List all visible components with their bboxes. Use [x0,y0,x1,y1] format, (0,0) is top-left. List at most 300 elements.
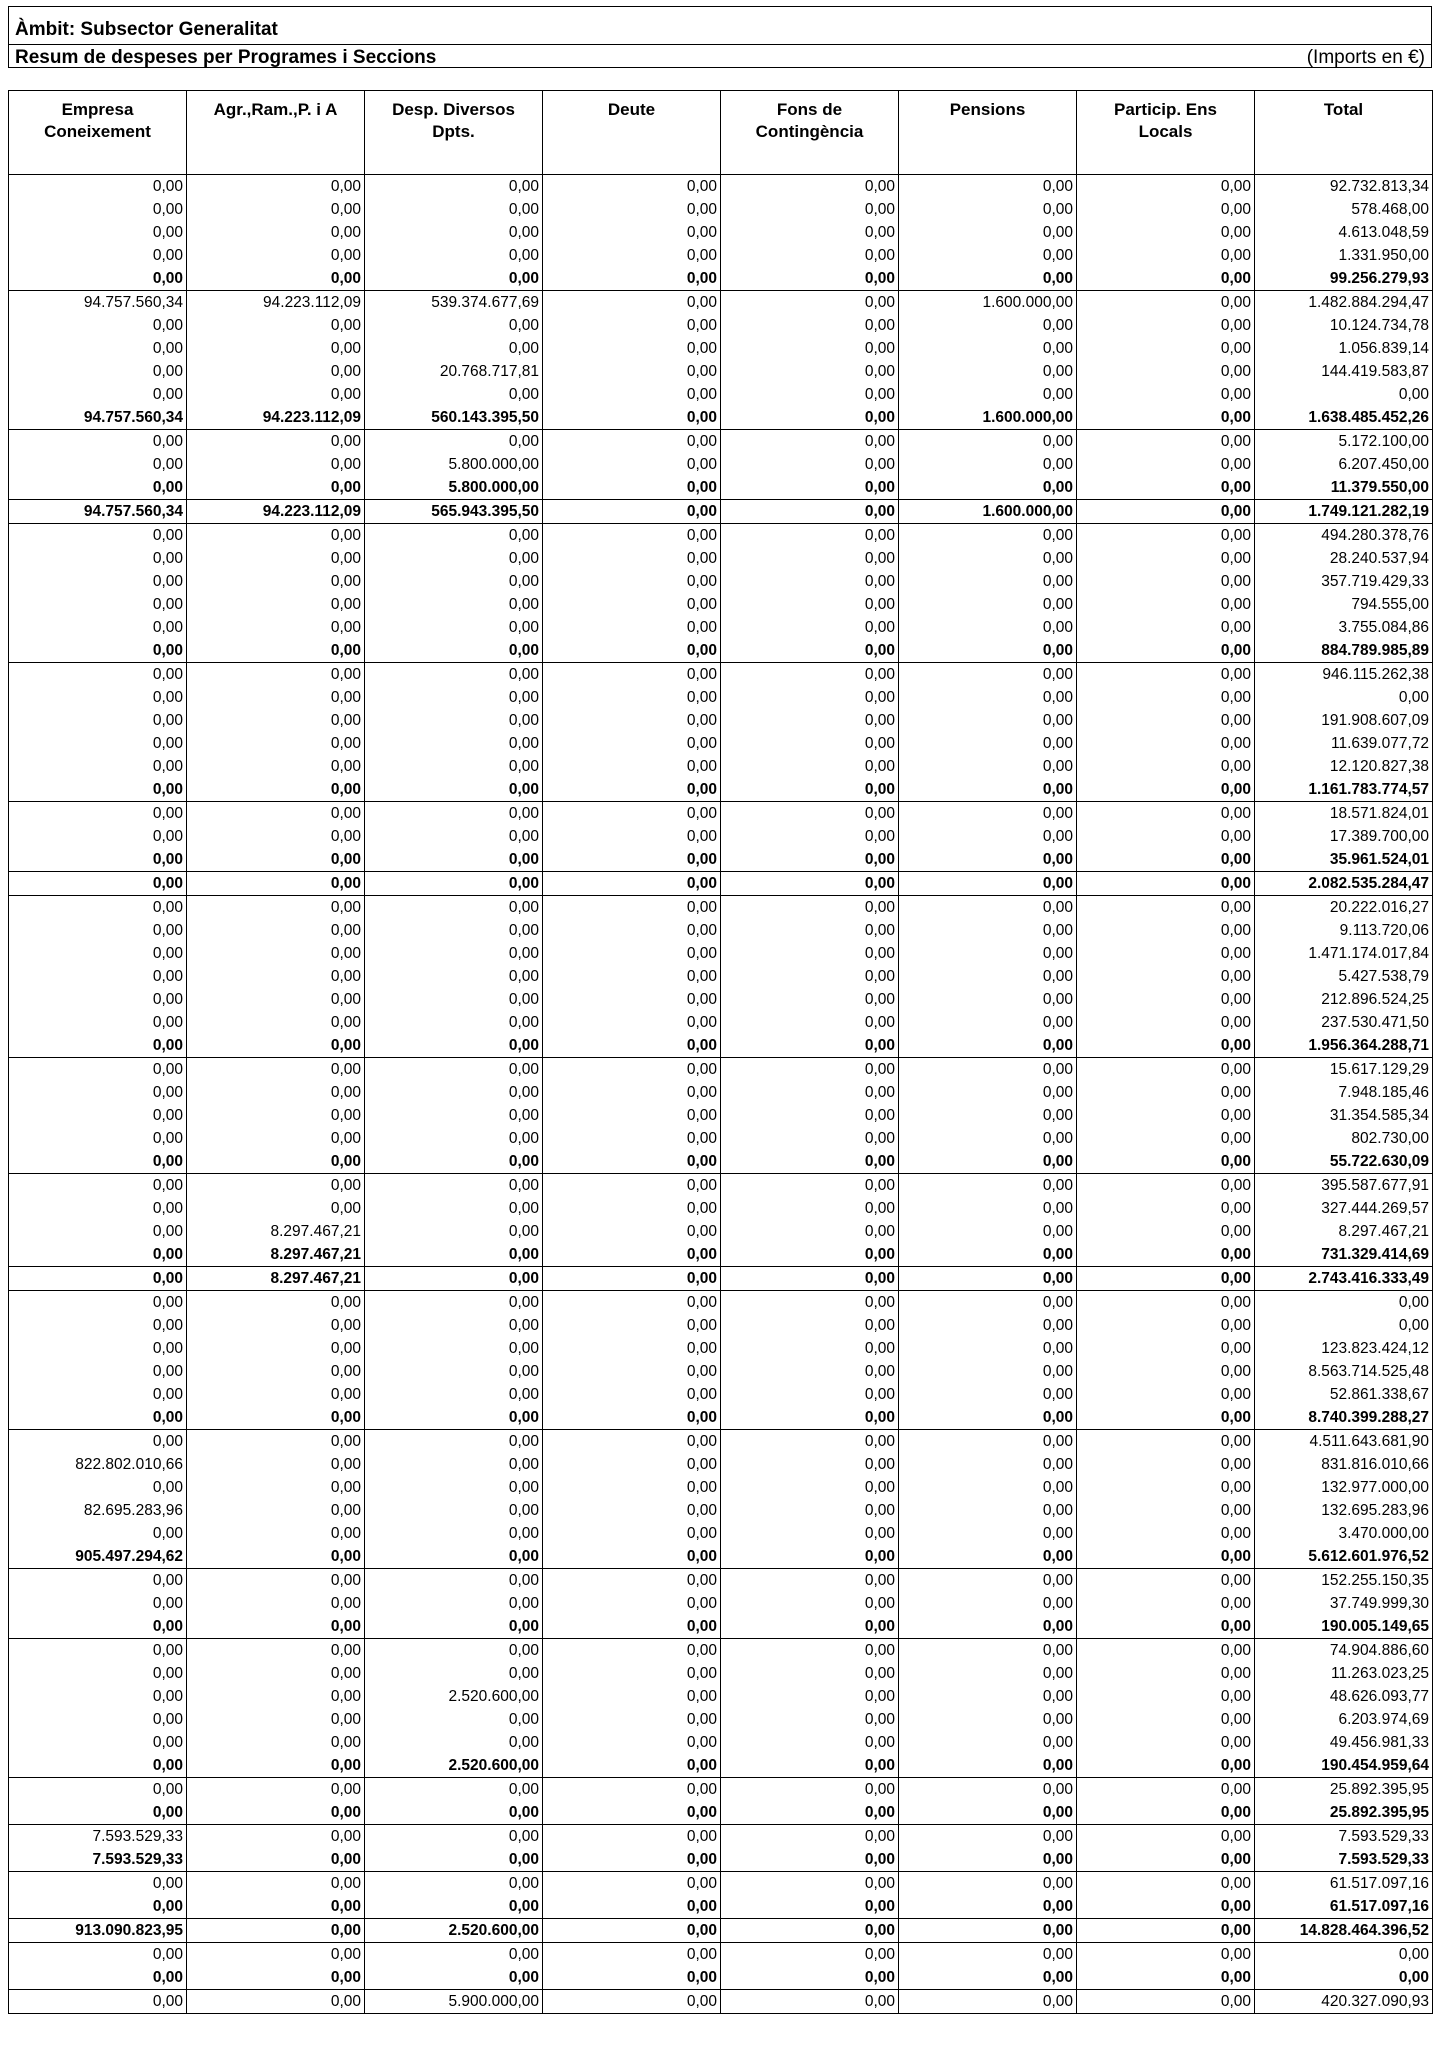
table-cell: 0,00 [9,1895,187,1919]
total-row [9,872,1433,896]
table-cell: 0,00 [187,1685,365,1708]
table-cell: 0,00 [1077,1081,1255,1104]
table-cell: 0,00 [187,1058,365,1082]
table-cell: 0,00 [543,778,721,802]
table-cell: 0,00 [365,802,543,826]
table-cell: 0,00 [365,872,543,896]
table-cell: 0,00 [1255,1314,1433,1337]
subtotal-row [9,1801,1433,1825]
table-cell: 0,00 [187,1778,365,1802]
table-cell: 212.896.524,25 [1255,988,1433,1011]
table-cell: 0,00 [1077,1990,1255,2014]
table-row [9,988,1433,1011]
table-cell: 0,00 [365,1174,543,1198]
table-cell: 35.961.524,01 [1255,848,1433,872]
table-row [9,360,1433,383]
table-row [9,1291,1433,1315]
table-cell: 0,00 [899,1895,1077,1919]
table-cell: 0,00 [1077,1966,1255,1990]
table-cell: 0,00 [721,755,899,778]
table-cell: 0,00 [1077,802,1255,826]
table-cell: 0,00 [1077,1337,1255,1360]
table-cell: 0,00 [9,1243,187,1267]
table-cell: 0,00 [543,802,721,826]
table-cell: 0,00 [721,965,899,988]
table-cell: 0,00 [1077,1034,1255,1058]
table-cell: 0,00 [899,337,1077,360]
table-cell: 0,00 [9,872,187,896]
table-cell: 6.207.450,00 [1255,453,1433,476]
subtotal-row [9,639,1433,663]
table-cell: 0,00 [9,1662,187,1685]
table-cell: 0,00 [899,1639,1077,1663]
table-cell: 0,00 [365,244,543,267]
table-cell: 0,00 [1077,524,1255,548]
table-cell: 0,00 [721,221,899,244]
subtotal-row [9,848,1433,872]
table-row [9,1383,1433,1406]
table-cell: 0,00 [721,1639,899,1663]
table-cell: 0,00 [721,1966,899,1990]
table-cell: 0,00 [365,1430,543,1454]
table-cell: 0,00 [899,1291,1077,1315]
table-cell: 0,00 [543,755,721,778]
table-cell: 0,00 [721,1314,899,1337]
table-cell: 0,00 [1077,1150,1255,1174]
table-cell: 0,00 [187,1731,365,1754]
table-cell: 0,00 [543,732,721,755]
table-cell: 2.520.600,00 [365,1685,543,1708]
table-cell: 0,00 [1077,1754,1255,1778]
table-cell: 0,00 [1077,1801,1255,1825]
table-cell: 0,00 [1077,1825,1255,1849]
table-cell: 0,00 [543,1081,721,1104]
table-cell: 0,00 [899,686,1077,709]
table-cell: 0,00 [721,593,899,616]
table-cell: 1.482.884.294,47 [1255,291,1433,315]
col-header: Total [1255,91,1433,175]
table-cell: 0,00 [899,1778,1077,1802]
table-row [9,1639,1433,1663]
table-cell: 0,00 [543,1569,721,1593]
table-cell: 0,00 [365,778,543,802]
table-cell: 49.456.981,33 [1255,1731,1433,1754]
table-cell: 2.520.600,00 [365,1919,543,1943]
table-cell: 2.743.416.333,49 [1255,1267,1433,1291]
table-cell: 0,00 [365,1731,543,1754]
table-cell: 0,00 [1077,1592,1255,1615]
table-cell: 15.617.129,29 [1255,1058,1433,1082]
table-cell: 420.327.090,93 [1255,1990,1433,2014]
col-header: Pensions [899,91,1077,175]
table-row [9,1453,1433,1476]
table-cell: 0,00 [9,1127,187,1150]
table-cell: 0,00 [365,267,543,291]
table-row [9,1522,1433,1545]
table-cell: 0,00 [543,1476,721,1499]
table-cell: 0,00 [543,1848,721,1872]
table-row [9,732,1433,755]
table-cell: 0,00 [9,1360,187,1383]
table-cell: 94.757.560,34 [9,406,187,430]
table-cell: 0,00 [187,1522,365,1545]
table-cell: 0,00 [9,1778,187,1802]
table-cell: 7.593.529,33 [1255,1825,1433,1849]
table-row [9,1337,1433,1360]
table-cell: 565.943.395,50 [365,500,543,524]
table-cell: 0,00 [1077,639,1255,663]
table-cell: 0,00 [187,1569,365,1593]
table-cell: 0,00 [1077,476,1255,500]
table-cell: 0,00 [543,1639,721,1663]
table-cell: 0,00 [365,1592,543,1615]
table-cell: 8.297.467,21 [187,1220,365,1243]
col-header: Fons de Contingència [721,91,899,175]
table-cell: 0,00 [9,1383,187,1406]
table-cell: 0,00 [543,1011,721,1034]
table-cell: 0,00 [365,1150,543,1174]
table-cell: 0,00 [187,1872,365,1896]
table-cell: 0,00 [9,593,187,616]
table-cell: 0,00 [721,1919,899,1943]
table-cell: 0,00 [1077,988,1255,1011]
table-cell: 0,00 [365,639,543,663]
table-cell: 94.757.560,34 [9,500,187,524]
table-cell: 0,00 [899,1990,1077,2014]
table-cell: 0,00 [721,360,899,383]
table-row [9,755,1433,778]
table-cell: 0,00 [365,314,543,337]
table-cell: 0,00 [1255,1943,1433,1967]
table-cell: 0,00 [9,802,187,826]
subtotal-row [9,1545,1433,1569]
table-row [9,1011,1433,1034]
table-cell: 0,00 [899,1848,1077,1872]
table-cell: 5.900.000,00 [365,1990,543,2014]
table-cell: 0,00 [721,1337,899,1360]
table-cell: 0,00 [1077,1314,1255,1337]
table-cell: 0,00 [365,1499,543,1522]
table-cell: 0,00 [543,965,721,988]
table-cell: 0,00 [721,1569,899,1593]
table-cell: 0,00 [721,1243,899,1267]
table-cell: 0,00 [899,1919,1077,1943]
table-cell: 0,00 [721,1592,899,1615]
table-cell: 0,00 [9,221,187,244]
table-cell: 0,00 [187,430,365,454]
table-cell: 0,00 [187,1592,365,1615]
table-cell: 20.768.717,81 [365,360,543,383]
table-cell: 0,00 [187,896,365,920]
table-cell: 0,00 [9,1615,187,1639]
table-cell: 0,00 [1077,1058,1255,1082]
table-cell: 0,00 [9,1966,187,1990]
table-row [9,1430,1433,1454]
table-cell: 0,00 [9,1990,187,2014]
table-cell: 0,00 [721,291,899,315]
table-cell: 0,00 [9,1314,187,1337]
table-cell: 0,00 [1077,1127,1255,1150]
table-row [9,616,1433,639]
table-cell: 0,00 [899,1825,1077,1849]
table-cell: 0,00 [899,848,1077,872]
table-cell: 0,00 [721,1708,899,1731]
col-header: Agr.,Ram.,P. i A [187,91,365,175]
table-cell: 0,00 [1255,1966,1433,1990]
table-cell: 0,00 [187,314,365,337]
table-cell: 0,00 [721,919,899,942]
table-cell: 1.600.000,00 [899,406,1077,430]
table-cell: 0,00 [543,663,721,687]
table-cell: 0,00 [187,802,365,826]
table-cell: 0,00 [543,1545,721,1569]
table-cell: 0,00 [721,430,899,454]
table-cell: 0,00 [365,1081,543,1104]
table-cell: 0,00 [543,1453,721,1476]
subtotal-row [9,1243,1433,1267]
table-cell: 0,00 [721,570,899,593]
table-cell: 0,00 [543,1895,721,1919]
table-cell: 0,00 [1077,1499,1255,1522]
table-cell: 0,00 [187,942,365,965]
table-cell: 0,00 [187,919,365,942]
table-cell: 25.892.395,95 [1255,1801,1433,1825]
table-row [9,965,1433,988]
table-cell: 0,00 [543,1499,721,1522]
table-cell: 0,00 [365,1848,543,1872]
table-cell: 0,00 [187,1291,365,1315]
table-cell: 0,00 [365,1639,543,1663]
table-cell: 0,00 [9,244,187,267]
table-row [9,1569,1433,1593]
table-cell: 0,00 [187,1801,365,1825]
table-cell: 0,00 [187,732,365,755]
table-cell: 1.600.000,00 [899,291,1077,315]
table-cell: 0,00 [1077,1848,1255,1872]
table-cell: 8.297.467,21 [187,1243,365,1267]
table-cell: 0,00 [1077,267,1255,291]
table-cell: 0,00 [1077,314,1255,337]
table-cell: 0,00 [9,453,187,476]
table-cell: 0,00 [1077,1662,1255,1685]
table-cell: 0,00 [1077,1383,1255,1406]
table-cell: 0,00 [1077,1943,1255,1967]
table-cell: 0,00 [365,1034,543,1058]
table-cell: 0,00 [187,1453,365,1476]
table-cell: 0,00 [9,1337,187,1360]
table-cell: 0,00 [543,337,721,360]
table-header-row [9,91,1433,175]
table-cell: 0,00 [1077,1615,1255,1639]
table-cell: 132.977.000,00 [1255,1476,1433,1499]
table-cell: 0,00 [1077,1267,1255,1291]
table-cell: 0,00 [1077,1569,1255,1593]
table-cell: 0,00 [721,314,899,337]
table-cell: 0,00 [365,1011,543,1034]
table-cell: 0,00 [543,1058,721,1082]
table-cell: 0,00 [1077,430,1255,454]
table-cell: 94.757.560,34 [9,291,187,315]
table-cell: 0,00 [1077,406,1255,430]
table-cell: 0,00 [1077,709,1255,732]
table-cell: 0,00 [9,825,187,848]
table-cell: 2.520.600,00 [365,1754,543,1778]
table-cell: 0,00 [721,500,899,524]
table-cell: 946.115.262,38 [1255,663,1433,687]
table-cell: 0,00 [721,896,899,920]
table-cell: 1.056.839,14 [1255,337,1433,360]
table-cell: 0,00 [543,360,721,383]
table-cell: 0,00 [9,1150,187,1174]
table-cell: 0,00 [543,570,721,593]
table-cell: 0,00 [721,1197,899,1220]
table-cell: 0,00 [187,872,365,896]
table-cell: 1.471.174.017,84 [1255,942,1433,965]
table-cell: 6.203.974,69 [1255,1708,1433,1731]
table-cell: 0,00 [1077,1639,1255,1663]
table-cell: 0,00 [721,1476,899,1499]
table-row [9,593,1433,616]
table-cell: 0,00 [721,1801,899,1825]
table-row [9,430,1433,454]
table-cell: 0,00 [543,1291,721,1315]
table-cell: 0,00 [721,1127,899,1150]
table-cell: 0,00 [721,1430,899,1454]
table-cell: 0,00 [543,547,721,570]
table-row [9,1872,1433,1896]
table-cell: 7.593.529,33 [9,1825,187,1849]
total-row [9,500,1433,524]
table-cell: 0,00 [365,732,543,755]
table-cell: 0,00 [721,1034,899,1058]
subtotal-row [9,1406,1433,1430]
table-cell: 0,00 [899,1754,1077,1778]
table-cell: 0,00 [899,1314,1077,1337]
table-cell: 0,00 [1077,291,1255,315]
table-cell: 0,00 [1077,965,1255,988]
table-cell: 0,00 [543,406,721,430]
table-cell: 0,00 [543,1314,721,1337]
table-cell: 0,00 [543,221,721,244]
table-cell: 0,00 [721,1058,899,1082]
table-cell: 0,00 [365,919,543,942]
table-cell: 0,00 [187,1197,365,1220]
table-cell: 0,00 [9,198,187,221]
table-cell: 0,00 [365,616,543,639]
table-cell: 0,00 [9,1801,187,1825]
table-cell: 0,00 [721,1848,899,1872]
table-cell: 0,00 [187,476,365,500]
table-cell: 0,00 [721,1499,899,1522]
table-cell: 0,00 [1077,337,1255,360]
table-cell: 0,00 [187,1708,365,1731]
table-cell: 20.222.016,27 [1255,896,1433,920]
table-cell: 0,00 [1077,1731,1255,1754]
table-cell: 357.719.429,33 [1255,570,1433,593]
table-row [9,291,1433,315]
table-cell: 802.730,00 [1255,1127,1433,1150]
table-cell: 0,00 [187,1314,365,1337]
table-cell: 1.638.485.452,26 [1255,406,1433,430]
table-cell: 0,00 [899,1127,1077,1150]
table-cell: 0,00 [543,709,721,732]
table-cell: 7.948.185,46 [1255,1081,1433,1104]
table-cell: 0,00 [1077,453,1255,476]
table-row [9,1476,1433,1499]
table-cell: 0,00 [187,1174,365,1198]
table-cell: 190.005.149,65 [1255,1615,1433,1639]
col-header: Desp. Diversos Dpts. [365,91,543,175]
table-cell: 4.511.643.681,90 [1255,1430,1433,1454]
table-cell: 0,00 [543,1383,721,1406]
table-cell: 0,00 [543,383,721,406]
table-row [9,1058,1433,1082]
table-cell: 494.280.378,76 [1255,524,1433,548]
table-cell: 0,00 [543,848,721,872]
table-cell: 0,00 [187,1662,365,1685]
table-cell: 0,00 [721,663,899,687]
table-cell: 8.297.467,21 [1255,1220,1433,1243]
table-row [9,314,1433,337]
table-row [9,244,1433,267]
table-cell: 0,00 [9,430,187,454]
table-cell: 0,00 [1077,1872,1255,1896]
table-cell: 0,00 [899,1174,1077,1198]
table-cell: 0,00 [543,1662,721,1685]
table-cell: 0,00 [721,848,899,872]
table-cell: 578.468,00 [1255,198,1433,221]
table-cell: 0,00 [899,1430,1077,1454]
table-cell: 0,00 [9,919,187,942]
table-cell: 0,00 [1077,1476,1255,1499]
report-subtitle: Resum de despeses per Programes i Seccions [15,47,437,68]
table-cell: 0,00 [899,639,1077,663]
table-cell: 0,00 [721,709,899,732]
table-row [9,198,1433,221]
table-cell: 0,00 [899,1104,1077,1127]
table-cell: 0,00 [187,547,365,570]
table-cell: 0,00 [9,1685,187,1708]
table-cell: 0,00 [365,1243,543,1267]
table-cell: 0,00 [899,221,1077,244]
table-cell: 11.263.023,25 [1255,1662,1433,1685]
table-cell: 0,00 [187,1430,365,1454]
table-cell: 5.800.000,00 [365,476,543,500]
table-cell: 0,00 [187,593,365,616]
table-cell: 0,00 [721,1104,899,1127]
table-cell: 0,00 [543,291,721,315]
table-cell: 0,00 [9,476,187,500]
table-cell: 0,00 [899,616,1077,639]
table-cell: 0,00 [899,547,1077,570]
table-cell: 0,00 [1077,1360,1255,1383]
table-cell: 1.600.000,00 [899,500,1077,524]
table-cell: 0,00 [899,1943,1077,1967]
table-cell: 539.374.677,69 [365,291,543,315]
table-row [9,1825,1433,1849]
table-cell: 0,00 [899,360,1077,383]
col-header: Particip. Ens Locals [1077,91,1255,175]
table-cell: 0,00 [899,244,1077,267]
table-cell: 0,00 [899,1522,1077,1545]
table-cell: 0,00 [721,1754,899,1778]
table-cell: 0,00 [365,1662,543,1685]
table-cell: 0,00 [543,1990,721,2014]
table-cell: 0,00 [899,1801,1077,1825]
table-cell: 0,00 [187,755,365,778]
subtotal-row [9,1848,1433,1872]
table-cell: 0,00 [187,1966,365,1990]
